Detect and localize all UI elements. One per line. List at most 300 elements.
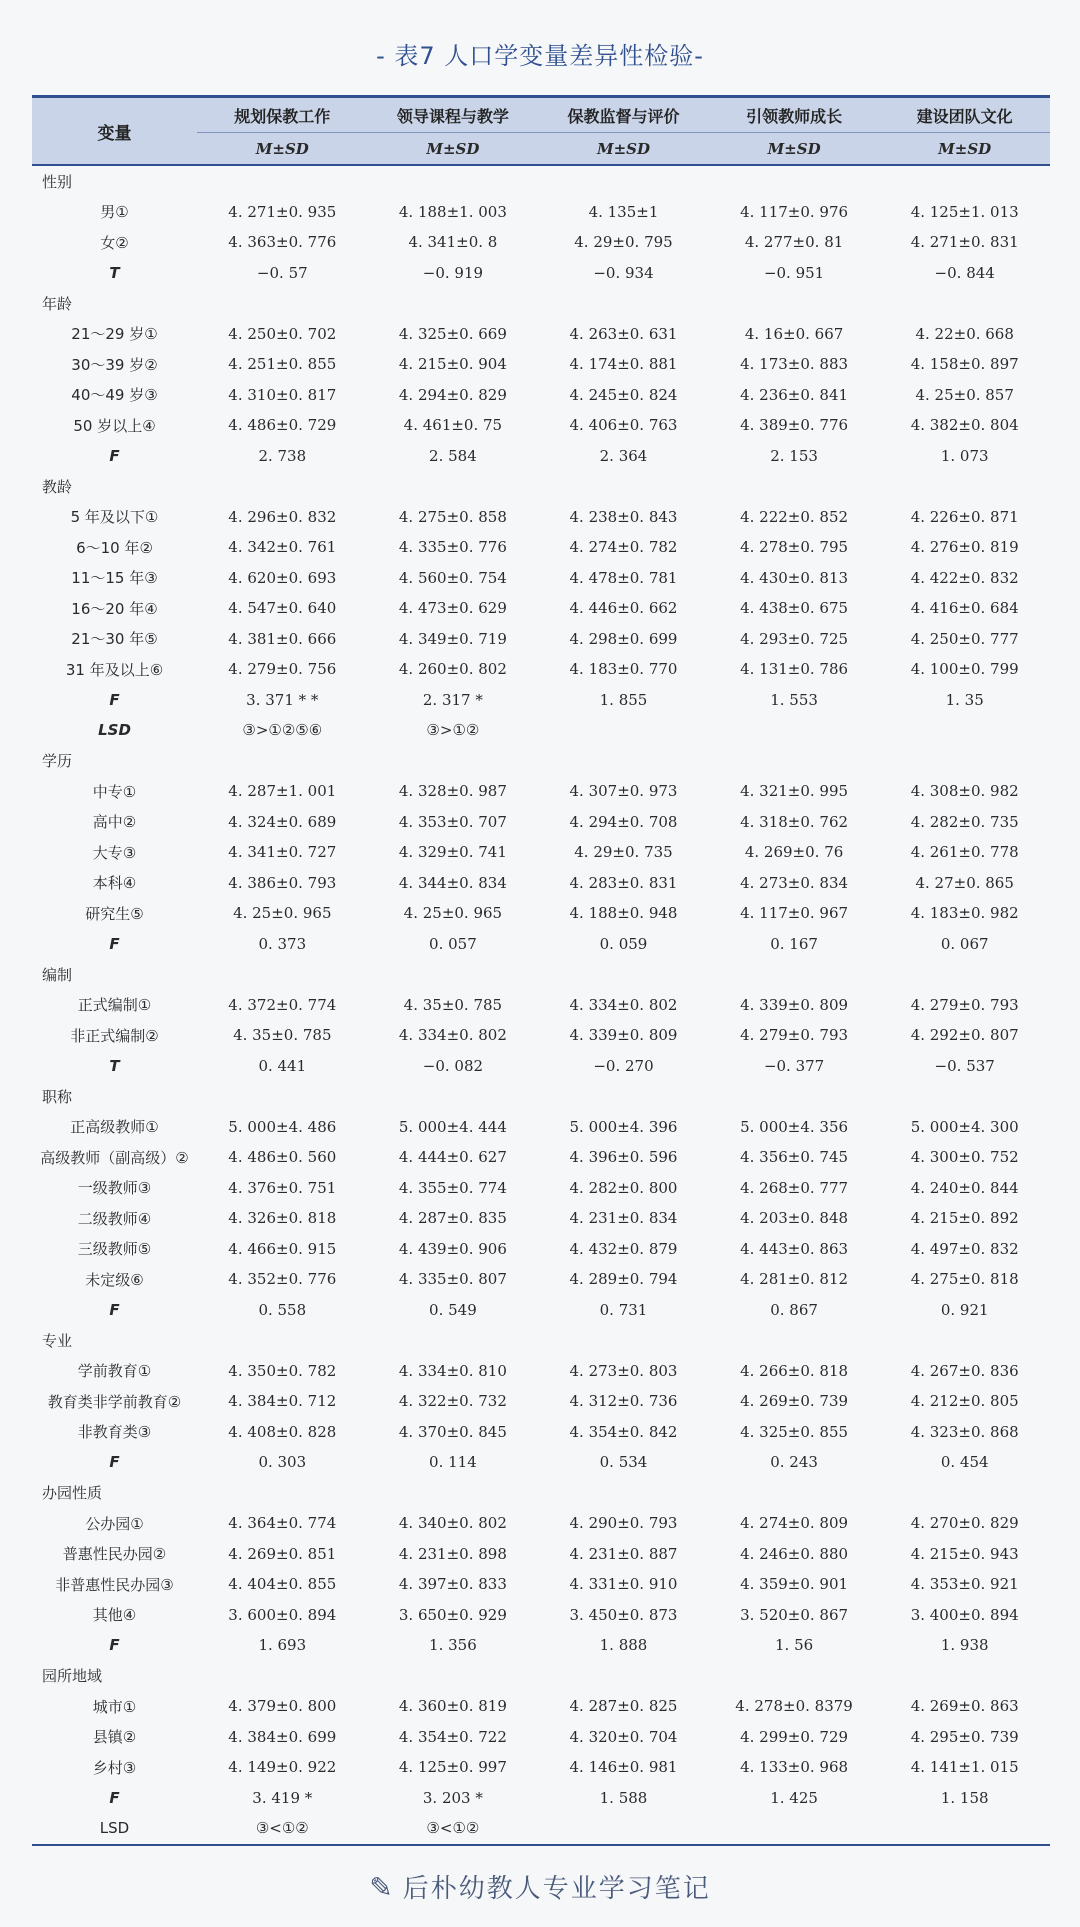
row-label: 男① <box>100 203 129 222</box>
table-row <box>32 868 1050 899</box>
table-cell: 3. 600±0. 894 <box>228 1605 337 1624</box>
table-cell: 4. 341±0. 727 <box>228 843 337 862</box>
table-cell: 4. 158±0. 897 <box>910 355 1019 374</box>
table-cell: 2. 584 <box>429 446 477 465</box>
table-row <box>32 685 1050 716</box>
col-header-1: 领导课程与教学 <box>368 97 539 133</box>
row-label: 其他④ <box>92 1606 137 1625</box>
category-label: 性别 <box>42 172 73 191</box>
table-cell: 4. 350±0. 782 <box>228 1361 337 1380</box>
table-cell: 4. 174±0. 881 <box>569 355 678 374</box>
row-label: 未定级⑥ <box>85 1270 144 1289</box>
table-cell: 3. 419 * <box>252 1788 313 1807</box>
table-cell: 4. 287±0. 835 <box>398 1209 507 1228</box>
table-cell: ③>①② <box>426 721 480 740</box>
row-label: 三级教师⑤ <box>77 1240 152 1259</box>
table-cell: 1. 693 <box>258 1636 307 1655</box>
table-row <box>32 227 1050 258</box>
table-cell: 4. 203±0. 848 <box>740 1209 849 1228</box>
table-cell: 4. 384±0. 712 <box>228 1392 337 1411</box>
table-cell: 4. 117±0. 967 <box>740 904 849 923</box>
table-cell: 4. 240±0. 844 <box>910 1178 1019 1197</box>
table-cell: 4. 146±0. 981 <box>569 1758 678 1777</box>
table-cell: 4. 231±0. 834 <box>569 1209 678 1228</box>
table-cell: 4. 29±0. 795 <box>574 233 673 252</box>
table-row <box>32 1508 1050 1539</box>
category-row <box>32 1081 1050 1112</box>
row-label: LSD <box>98 721 131 740</box>
table-cell: 4. 334±0. 802 <box>569 995 678 1014</box>
row-label: 30～39 岁② <box>71 355 158 374</box>
table-cell: 4. 379±0. 800 <box>228 1697 337 1716</box>
table-cell: 4. 497±0. 832 <box>910 1239 1019 1258</box>
table-cell: 4. 364±0. 774 <box>228 1514 337 1533</box>
table-cell: 4. 461±0. 75 <box>403 416 503 435</box>
col-header-2: 保教监督与评价 <box>538 97 709 133</box>
row-label: T <box>109 1056 120 1075</box>
table-cell: 1. 855 <box>599 690 648 709</box>
table-cell: 4. 363±0. 776 <box>228 233 337 252</box>
table-row <box>32 1264 1050 1295</box>
table-cell: 4. 312±0. 736 <box>569 1392 678 1411</box>
row-label: 普惠性民办园② <box>62 1545 167 1564</box>
category-row <box>32 471 1050 502</box>
table-cell: 4. 173±0. 883 <box>740 355 849 374</box>
table-cell: 4. 22±0. 668 <box>915 324 1014 343</box>
table-cell: 4. 341±0. 8 <box>408 233 498 252</box>
table-cell: 4. 35±0. 785 <box>403 995 503 1014</box>
pen-icon: ✎ <box>369 1871 395 1904</box>
table-cell: 4. 300±0. 752 <box>910 1148 1019 1167</box>
table-cell: 4. 279±0. 756 <box>228 660 337 679</box>
row-label: 学前教育① <box>77 1362 152 1381</box>
row-label: 研究生⑤ <box>85 904 144 923</box>
table-cell: 4. 486±0. 560 <box>228 1148 337 1167</box>
table-cell: 4. 269±0. 739 <box>740 1392 849 1411</box>
row-label: 高级教师（副高级）② <box>40 1148 189 1167</box>
table-cell: 4. 397±0. 833 <box>398 1575 507 1594</box>
sub-header-4: M±SD <box>879 133 1050 166</box>
category-row <box>32 165 1050 197</box>
table-cell <box>538 1813 709 1845</box>
category-label: 专业 <box>42 1331 73 1350</box>
table-cell: 0. 921 <box>940 1300 989 1319</box>
table-row <box>32 1783 1050 1814</box>
table-cell: 4. 183±0. 770 <box>569 660 678 679</box>
table-cell: 4. 276±0. 819 <box>910 538 1019 557</box>
table-cell: 4. 339±0. 809 <box>740 995 849 1014</box>
table-cell: 4. 446±0. 662 <box>569 599 678 618</box>
table-cell: 4. 236±0. 841 <box>740 385 849 404</box>
table-cell: 4. 396±0. 596 <box>569 1148 678 1167</box>
table-cell: 0. 549 <box>429 1300 477 1319</box>
table-body <box>32 165 1050 1845</box>
category-label: 园所地域 <box>42 1667 103 1686</box>
table-cell: 1. 158 <box>940 1788 989 1807</box>
footer-brand <box>0 1868 1080 1905</box>
table-cell: 5. 000±4. 486 <box>228 1117 337 1136</box>
table-cell: ③<①② <box>368 1813 539 1845</box>
table-cell: 4. 466±0. 915 <box>228 1239 337 1258</box>
table-cell: 4. 416±0. 684 <box>910 599 1019 618</box>
table-cell: 4. 334±0. 802 <box>398 1026 507 1045</box>
row-label: F <box>109 1300 120 1319</box>
table-row <box>32 258 1050 289</box>
row-label: 6～10 年② <box>76 538 153 557</box>
table-cell: 1. 56 <box>774 1636 814 1655</box>
table-cell: 4. 325±0. 855 <box>740 1422 849 1441</box>
sub-header-1: M±SD <box>368 133 539 166</box>
table-cell: 4. 339±0. 809 <box>569 1026 678 1045</box>
table-cell: 0. 441 <box>258 1056 307 1075</box>
table-cell: 4. 188±1. 003 <box>398 202 507 221</box>
row-label: 县镇② <box>92 1728 137 1747</box>
row-label: F <box>109 690 120 709</box>
category-row <box>32 288 1050 319</box>
row-label: 非教育类③ <box>77 1423 152 1442</box>
table-cell: 4. 324±0. 689 <box>228 812 337 831</box>
table-cell: 4. 131±0. 786 <box>740 660 849 679</box>
table-cell: 3. 650±0. 929 <box>398 1605 507 1624</box>
variable-header: 变量 <box>32 97 197 166</box>
table-cell: 0. 303 <box>258 1453 307 1472</box>
table-cell: 2. 153 <box>770 446 818 465</box>
table-cell: 1. 425 <box>770 1788 818 1807</box>
table-row <box>32 197 1050 228</box>
category-label: 学历 <box>42 752 73 771</box>
table-cell: 4. 269±0. 863 <box>910 1697 1019 1716</box>
table-cell <box>538 715 709 746</box>
table-cell: 4. 340±0. 802 <box>398 1514 507 1533</box>
sub-header-2: M±SD <box>538 133 709 166</box>
table-cell: 4. 279±0. 793 <box>740 1026 849 1045</box>
col-header-4: 建设团队文化 <box>879 97 1050 133</box>
table-cell: 4. 274±0. 782 <box>569 538 678 557</box>
table-row <box>32 1417 1050 1448</box>
table-cell: 2. 738 <box>258 446 307 465</box>
table-cell <box>879 715 1050 746</box>
category-row <box>32 1478 1050 1509</box>
table-cell: 4. 370±0. 845 <box>398 1422 507 1441</box>
table-cell: 4. 183±0. 982 <box>910 904 1019 923</box>
table-cell: 4. 125±1. 013 <box>910 202 1019 221</box>
table-cell: 0. 534 <box>599 1453 648 1472</box>
table-cell: 4. 273±0. 803 <box>569 1361 678 1380</box>
table-cell: −0. 951 <box>763 263 825 282</box>
row-label: 高中② <box>92 813 137 832</box>
category-label: 编制 <box>42 965 73 984</box>
col-header-3: 引领教师成长 <box>709 97 880 133</box>
table-row <box>32 1112 1050 1143</box>
table-cell: −0. 934 <box>593 263 654 282</box>
table-cell <box>709 1813 880 1845</box>
table-cell: 4. 322±0. 732 <box>398 1392 507 1411</box>
header-row-1 <box>32 97 1050 133</box>
table-cell: 4. 294±0. 829 <box>398 385 507 404</box>
table-row <box>32 1569 1050 1600</box>
table-cell: 4. 331±0. 910 <box>569 1575 678 1594</box>
table-cell: 4. 318±0. 762 <box>740 812 849 831</box>
table-row <box>32 1173 1050 1204</box>
table-cell: 4. 344±0. 834 <box>398 873 507 892</box>
table-cell: 5. 000±4. 444 <box>398 1117 507 1136</box>
table-row <box>32 410 1050 441</box>
table-cell: ③<①② <box>197 1813 368 1845</box>
table-row <box>32 807 1050 838</box>
table-cell: 5. 000±4. 396 <box>569 1117 678 1136</box>
table-row <box>32 1051 1050 1082</box>
table-cell: 4. 355±0. 774 <box>398 1178 507 1197</box>
table-row <box>32 837 1050 868</box>
table-cell: 4. 408±0. 828 <box>228 1422 337 1441</box>
table-cell: 4. 547±0. 640 <box>228 599 337 618</box>
table-cell: 4. 354±0. 722 <box>398 1727 507 1746</box>
table-cell: 4. 269±0. 76 <box>744 843 844 862</box>
table-row <box>32 1386 1050 1417</box>
table-cell: 4. 342±0. 761 <box>228 538 337 557</box>
table-cell: 4. 328±0. 987 <box>398 782 507 801</box>
table-cell: 4. 372±0. 774 <box>228 995 337 1014</box>
table-cell: 4. 376±0. 751 <box>228 1178 337 1197</box>
table-cell: 4. 125±0. 997 <box>398 1758 507 1777</box>
data-table-container <box>32 95 1050 1846</box>
table-cell: 2. 317 * <box>422 690 483 709</box>
table-cell: 4. 292±0. 807 <box>910 1026 1019 1045</box>
table-cell: 4. 282±0. 800 <box>569 1178 678 1197</box>
sub-header-3: M±SD <box>709 133 880 166</box>
table-cell: 4. 16±0. 667 <box>744 324 844 343</box>
table-cell: 4. 275±0. 818 <box>910 1270 1019 1289</box>
table-cell: 1. 073 <box>940 446 989 465</box>
table-cell: 4. 386±0. 793 <box>228 873 337 892</box>
table-cell: 4. 287±1. 001 <box>228 782 337 801</box>
row-label: 50 岁以上④ <box>73 416 156 435</box>
table-cell: 4. 260±0. 802 <box>398 660 507 679</box>
table-row <box>32 1691 1050 1722</box>
row-label: 公办园① <box>85 1514 144 1533</box>
table-row <box>32 1447 1050 1478</box>
table-row <box>32 1752 1050 1783</box>
table-cell: 5. 000±4. 356 <box>740 1117 849 1136</box>
table-cell: 4. 290±0. 793 <box>569 1514 678 1533</box>
table-cell: 4. 359±0. 901 <box>740 1575 849 1594</box>
table-row <box>32 1722 1050 1753</box>
table-cell: 4. 349±0. 719 <box>398 629 507 648</box>
table-cell: 4. 261±0. 778 <box>910 843 1019 862</box>
table-row <box>32 593 1050 624</box>
table-cell: 4. 215±0. 892 <box>910 1209 1019 1228</box>
table-cell: 4. 269±0. 851 <box>228 1544 337 1563</box>
table-cell: 4. 422±0. 832 <box>910 568 1019 587</box>
table-cell: 4. 149±0. 922 <box>228 1758 337 1777</box>
table-cell: 4. 439±0. 906 <box>398 1239 507 1258</box>
table-row <box>32 1234 1050 1265</box>
table-cell: 0. 731 <box>599 1300 648 1319</box>
table-cell: 4. 231±0. 887 <box>569 1544 678 1563</box>
table-cell: 1. 938 <box>940 1636 989 1655</box>
row-label: T <box>109 263 120 282</box>
table-cell: 1. 356 <box>429 1636 477 1655</box>
table-row <box>32 990 1050 1021</box>
table-cell: 4. 25±0. 965 <box>233 904 332 923</box>
table-cell: 4. 323±0. 868 <box>910 1422 1019 1441</box>
table-cell: 4. 404±0. 855 <box>228 1575 337 1594</box>
table-cell: 1. 888 <box>599 1636 648 1655</box>
table-cell: 4. 212±0. 805 <box>910 1392 1019 1411</box>
table-cell: −0. 919 <box>422 263 484 282</box>
table-cell: 4. 273±0. 834 <box>740 873 849 892</box>
table-row <box>32 1203 1050 1234</box>
row-label: 大专③ <box>92 843 137 862</box>
table-row <box>32 349 1050 380</box>
table-row <box>32 1356 1050 1387</box>
row-label: 正式编制① <box>77 996 152 1015</box>
table-cell: 4. 133±0. 968 <box>740 1758 849 1777</box>
table-cell: 4. 382±0. 804 <box>910 416 1019 435</box>
table-cell: 4. 25±0. 857 <box>915 385 1014 404</box>
table-cell: 4. 560±0. 754 <box>398 568 507 587</box>
table-cell: 3. 203 * <box>422 1788 483 1807</box>
row-label: 一级教师③ <box>77 1179 152 1198</box>
table-cell: 4. 267±0. 836 <box>910 1361 1019 1380</box>
table-cell: 4. 298±0. 699 <box>569 629 678 648</box>
table-cell: 4. 279±0. 793 <box>910 995 1019 1014</box>
table-cell: 4. 443±0. 863 <box>740 1239 849 1258</box>
table-cell: 4. 329±0. 741 <box>398 843 507 862</box>
table-cell: 4. 620±0. 693 <box>228 568 337 587</box>
table-cell: 0. 167 <box>770 934 818 953</box>
table-cell: 4. 270±0. 829 <box>910 1514 1019 1533</box>
table-cell: −0. 537 <box>934 1056 995 1075</box>
table-row <box>32 319 1050 350</box>
category-row <box>32 1661 1050 1692</box>
table-row <box>32 1600 1050 1631</box>
table-cell: 4. 29±0. 735 <box>574 843 673 862</box>
table-cell: 4. 438±0. 675 <box>740 599 849 618</box>
table-cell: 0. 558 <box>258 1300 307 1319</box>
row-label: F <box>109 1636 120 1655</box>
table-cell: 4. 274±0. 809 <box>740 1514 849 1533</box>
table-row <box>32 654 1050 685</box>
table-cell: 4. 444±0. 627 <box>398 1148 507 1167</box>
table-row <box>32 1020 1050 1051</box>
table-cell: 4. 135±1 <box>588 202 659 221</box>
table-cell: 4. 295±0. 739 <box>910 1727 1019 1746</box>
table-cell: 4. 296±0. 832 <box>228 507 337 526</box>
row-label: F <box>109 1453 120 1472</box>
row-label: 31 年及以上⑥ <box>65 660 164 679</box>
table-cell: 4. 246±0. 880 <box>740 1544 849 1563</box>
table-cell: 4. 35±0. 785 <box>233 1026 332 1045</box>
table-cell <box>709 715 880 746</box>
row-label: 女② <box>100 233 129 252</box>
table-row <box>32 1142 1050 1173</box>
row-label: 城市① <box>92 1697 137 1716</box>
table-cell: 4. 406±0. 763 <box>569 416 678 435</box>
table-cell: 4. 389±0. 776 <box>740 416 849 435</box>
table-cell: 4. 27±0. 865 <box>915 873 1014 892</box>
row-label: LSD <box>32 1813 197 1845</box>
table-row <box>32 898 1050 929</box>
table-cell: 4. 353±0. 707 <box>398 812 507 831</box>
table-cell: 4. 271±0. 831 <box>910 233 1019 252</box>
table-cell: 4. 334±0. 810 <box>398 1361 507 1380</box>
row-label: 16～20 年④ <box>71 599 158 618</box>
table-cell: 3. 371 * * <box>246 690 319 709</box>
table-cell: 0. 057 <box>429 934 477 953</box>
table-cell: 4. 271±0. 935 <box>228 202 337 221</box>
table-row <box>32 532 1050 563</box>
row-label: 21～29 岁① <box>71 325 158 344</box>
table-row <box>32 380 1050 411</box>
table-cell: 3. 400±0. 894 <box>910 1605 1019 1624</box>
table-cell: 4. 278±0. 8379 <box>735 1697 853 1716</box>
table-cell: 4. 215±0. 904 <box>398 355 507 374</box>
table-cell: 4. 310±0. 817 <box>228 385 337 404</box>
table-cell: 4. 354±0. 842 <box>569 1422 678 1441</box>
table-cell: 4. 335±0. 807 <box>398 1270 507 1289</box>
table-cell: 0. 454 <box>940 1453 989 1472</box>
table-cell: 1. 553 <box>770 690 818 709</box>
table-cell: 0. 243 <box>770 1453 818 1472</box>
category-row <box>32 959 1050 990</box>
table-cell: 4. 268±0. 777 <box>740 1178 849 1197</box>
table-row <box>32 502 1050 533</box>
row-label: 11～15 年③ <box>71 569 158 588</box>
category-label: 职称 <box>42 1087 73 1106</box>
table-cell: 4. 430±0. 813 <box>740 568 849 587</box>
table-cell: 0. 059 <box>599 934 648 953</box>
table-cell: 4. 287±0. 825 <box>569 1697 678 1716</box>
table-cell: 4. 278±0. 795 <box>740 538 849 557</box>
col-header-0: 规划保教工作 <box>197 97 368 133</box>
table-cell: 4. 307±0. 973 <box>569 782 678 801</box>
table-cell: 4. 266±0. 818 <box>740 1361 849 1380</box>
table-cell: 4. 384±0. 699 <box>228 1727 337 1746</box>
table-cell: 4. 215±0. 943 <box>910 1544 1019 1563</box>
table-cell: 0. 373 <box>258 934 307 953</box>
page-title: - 表7 人口学变量差异性检验- <box>376 42 704 70</box>
table-cell: 1. 588 <box>599 1788 648 1807</box>
row-label: 教育类非学前教育② <box>47 1392 182 1411</box>
table-cell: 4. 289±0. 794 <box>569 1270 678 1289</box>
table-cell: 0. 114 <box>429 1453 477 1472</box>
table-row <box>32 624 1050 655</box>
table-cell: 4. 352±0. 776 <box>228 1270 337 1289</box>
table-cell: 4. 299±0. 729 <box>740 1727 849 1746</box>
row-label: F <box>109 1788 120 1807</box>
table-cell: 4. 360±0. 819 <box>398 1697 507 1716</box>
row-label: 21～30 年⑤ <box>71 630 158 649</box>
table-cell: 4. 320±0. 704 <box>569 1727 678 1746</box>
table-cell: 4. 353±0. 921 <box>910 1575 1019 1594</box>
table-cell: 4. 251±0. 855 <box>228 355 337 374</box>
table-cell: 3. 520±0. 867 <box>740 1605 849 1624</box>
table-cell: 0. 867 <box>770 1300 818 1319</box>
category-label: 办园性质 <box>42 1484 103 1503</box>
table-row <box>32 776 1050 807</box>
table-cell: 4. 25±0. 965 <box>403 904 503 923</box>
category-row <box>32 1325 1050 1356</box>
row-label: F <box>109 446 120 465</box>
table-cell: 0. 067 <box>940 934 989 953</box>
table-row <box>32 1630 1050 1661</box>
table-cell: −0. 844 <box>934 263 995 282</box>
table-cell: 3. 450±0. 873 <box>569 1605 678 1624</box>
table-cell: 4. 321±0. 995 <box>740 782 849 801</box>
sub-header-0: M±SD <box>197 133 368 166</box>
row-label: 40～49 岁③ <box>71 386 158 405</box>
